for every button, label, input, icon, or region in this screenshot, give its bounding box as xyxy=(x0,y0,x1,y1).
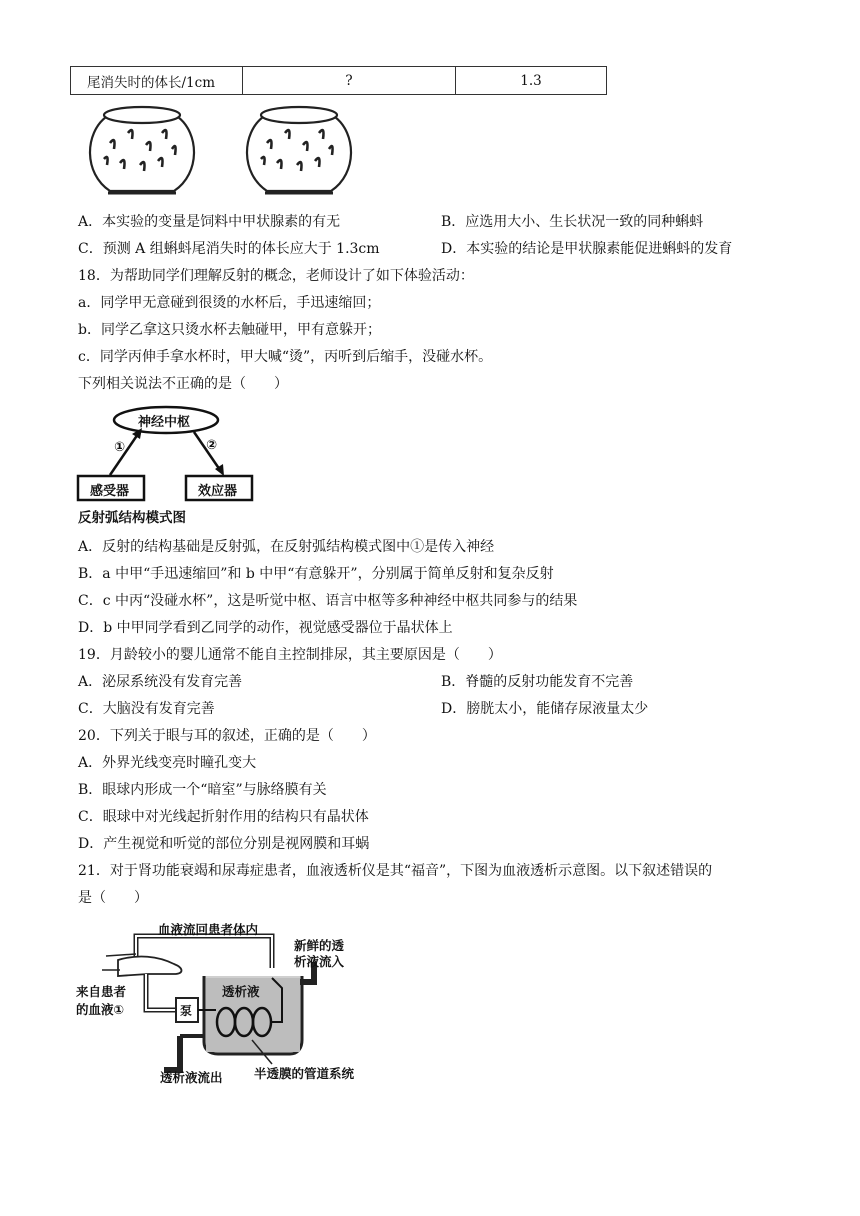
q20-stem: 20．下列关于眼与耳的叙述，正确的是（ ） xyxy=(78,728,376,744)
q19-option-b: B．脊髓的反射功能发育不完善 xyxy=(441,674,634,690)
membrane-tube-label: 半透膜的管道系统 xyxy=(254,1066,355,1081)
table-row xyxy=(71,67,607,95)
q20-option-a: A．外界光线变亮时瞳孔变大 xyxy=(78,755,257,771)
reflex-arc-caption: 反射弧结构模式图 xyxy=(78,510,186,526)
q21-stem-line1: 21．对于肾功能衰竭和尿毒症患者，血液透析仪是其“福音”，下图为血液透析示意图。以下叙述错误的 xyxy=(78,863,713,879)
q19-option-d: D．膀胱太小，能储存尿液量太少 xyxy=(441,701,649,717)
effector-label: 效应器 xyxy=(198,484,238,499)
dialysate-outflow-label: 透析液流出 xyxy=(160,1070,223,1085)
q18-stem: 18．为帮助同学们理解反射的概念，老师设计了如下体验活动： xyxy=(78,268,474,284)
reflex-arc-diagram xyxy=(76,404,256,526)
table-cell-label: 尾消失时的体长/1cm xyxy=(71,67,243,95)
nerve-center-label: 神经中枢 xyxy=(138,415,191,430)
table-cell-b: 1.3 xyxy=(456,67,607,95)
data-table xyxy=(70,66,607,95)
table-cell-a: ? xyxy=(243,67,456,95)
q18-question: 下列相关说法不正确的是（ ） xyxy=(78,376,288,392)
patient-blood-label-2: 的血液① xyxy=(76,1002,125,1017)
arrow-2-label: ② xyxy=(206,438,218,453)
hemodialysis-diagram xyxy=(76,918,366,1084)
patient-blood-label-1: 来自患者 xyxy=(76,984,127,999)
bowl-a-image xyxy=(90,107,194,193)
q18-option-a: A．反射的结构基础是反射弧，在反射弧结构模式图中①是传入神经 xyxy=(78,539,495,555)
q18-option-d: D．b 中甲同学看到乙同学的动作，视觉感受器位于晶状体上 xyxy=(78,620,453,636)
q19-option-a: A．泌尿系统没有发育完善 xyxy=(78,674,243,690)
q18-item-b: b．同学乙拿这只烫水杯去触碰甲，甲有意躲开； xyxy=(78,322,381,338)
q18-item-c: c．同学丙伸手拿水杯时，甲大喊“烫”，丙听到后缩手，没碰水杯。 xyxy=(78,349,493,365)
q21-stem-line2: 是（ ） xyxy=(78,890,148,906)
fresh-fluid-label-1: 新鲜的透 xyxy=(294,938,345,953)
receptor-label: 感受器 xyxy=(90,484,130,499)
return-flow-label: 血液流回患者体内 xyxy=(158,922,259,937)
q17-option-a: A．本实验的变量是饲料中甲状腺素的有无 xyxy=(78,214,341,230)
q18-option-c: C．c 中丙“没碰水杯”，这是听觉中枢、语言中枢等多种神经中枢共同参与的结果 xyxy=(78,593,578,609)
arrow-1-label: ① xyxy=(114,440,126,455)
pump-label: 泵 xyxy=(180,1004,193,1018)
dialysate-tank-label: 透析液 xyxy=(222,984,260,999)
q19-stem: 19．月龄较小的婴儿通常不能自主控制排尿，其主要原因是（ ） xyxy=(78,647,502,663)
q20-option-c: C．眼球中对光线起折射作用的结构只有晶状体 xyxy=(78,809,369,825)
q17-option-d: D．本实验的结论是甲状腺素能促进蝌蚪的发育 xyxy=(441,241,733,257)
fresh-fluid-label-2: 析液流入 xyxy=(294,954,345,969)
q18-option-b: B．a 中甲“手迅速缩回”和 b 中甲“有意躲开”，分别属于简单反射和复杂反射 xyxy=(78,566,554,582)
q20-option-d: D．产生视觉和听觉的部位分别是视网膜和耳蜗 xyxy=(78,836,370,852)
q19-option-c: C．大脑没有发育完善 xyxy=(78,701,215,717)
bowl-b-image xyxy=(247,107,351,193)
tadpole-bowls-figure xyxy=(80,103,360,203)
q17-option-c: C．预测 A 组蝌蚪尾消失时的体长应大于 1.3cm xyxy=(78,241,380,257)
q17-option-b: B．应选用大小、生长状况一致的同种蝌蚪 xyxy=(441,214,704,230)
q20-option-b: B．眼球内形成一个“暗室”与脉络膜有关 xyxy=(78,782,327,798)
q18-item-a: a．同学甲无意碰到很烫的水杯后，手迅速缩回； xyxy=(78,295,381,311)
